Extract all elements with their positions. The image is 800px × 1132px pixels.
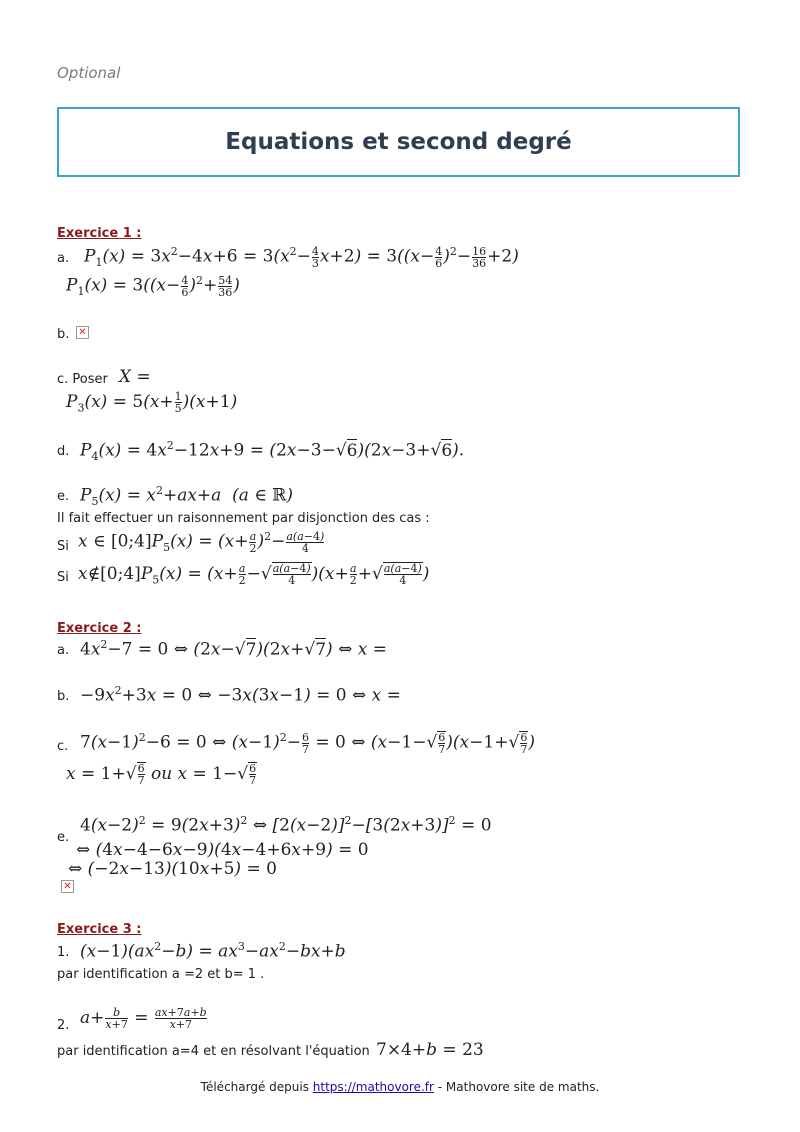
ex3-2-text: par identification a=4 et en résolvant l'équation <box>57 1044 370 1059</box>
footer <box>0 1080 800 1094</box>
ex3-2-final-equation: 7×4+b = 23 <box>376 1040 484 1060</box>
ex3-2-label: 2. <box>57 1018 70 1033</box>
ex2-a-label: a. <box>57 643 70 658</box>
broken-image-icon: ✕ <box>61 880 74 893</box>
ex2-e-equation-2: ⇔ (4x−4−6x−9)(4x−4+6x+9) = 0 <box>76 840 369 860</box>
document-tag: Optional <box>57 64 121 82</box>
ex1-e-text: Il fait effectuer un raisonnement par disjonction des cas : <box>57 511 430 526</box>
ex3-1-equation: $(x-1)(ax^2-b) = ax^3-ax^2-bx+b$ <box>80 940 346 962</box>
ex1-e-case-1: x ∈ $[0;4]P_5(x) = (x+$ $\frac{a}{2}$ )$^2$− $\frac{a(a-4)}{4}$ <box>78 529 325 555</box>
ex2-a-equation: $4x^2-7 = 0$ ⇔ (2x−√7)(2x+√7) ⇔ x = <box>80 638 387 660</box>
ex3-2-equation: a+ $\frac{b}{x+7}$ = $\frac{ax+7a+b}{x+7}$ <box>80 1006 207 1031</box>
ex2-c-label: c. <box>57 739 69 754</box>
footer-prefix: Téléchargé depuis <box>200 1080 313 1094</box>
ex3-1-text: par identification a =2 et b= 1 . <box>57 967 265 982</box>
ex1-e-equation: $P_5(x) = x^2+ax+a$ (a ∈ ℝ) <box>80 484 294 509</box>
ex1-b-label: b. <box>57 327 70 342</box>
ex2-c-equation-2: x = 1+√ $\frac{6}{7}$ ou x = 1−√ $\frac{6}{7}$ <box>66 762 257 787</box>
ex1-c-variable: X = <box>119 367 151 387</box>
ex1-a-equation-1: $P_1(x) = 3x^2-4x+6 = 3(x^2-$ $\frac{4}{3}$ x+2) = 3((x− $\frac{4}{6}$ )$^2$− $\frac{16}{36}$ +2) <box>84 244 519 270</box>
ex1-c-equation: $P_3(x) = 5(x+$ $\frac{1}{5}$ )(x+1) <box>66 390 238 415</box>
ex1-a-equation-2: $P_1(x) = 3((x-$ $\frac{4}{6}$ )$^2$+ $\frac{54}{36}$ ) <box>66 273 240 299</box>
page-title: Equations et second degré <box>225 129 572 155</box>
exercise-2-heading: Exercice 2 : <box>57 621 142 636</box>
ex1-d-equation: $P_4(x) = 4x^2-12x+9 = (2x-3-√6)(2x-3+√6)$. <box>80 439 465 464</box>
exercise-3-heading: Exercice 3 : <box>57 922 142 937</box>
ex2-b-equation: $-9x^2+3x = 0$ ⇔ −3x(3x−1) = 0 ⇔ x = <box>80 684 401 706</box>
ex1-c-label: c. Poser <box>57 372 108 387</box>
broken-image-icon: ✕ <box>76 326 89 339</box>
ex3-1-label: 1. <box>57 945 70 960</box>
ex2-b-label: b. <box>57 689 70 704</box>
footer-suffix: - Mathovore site de maths. <box>433 1080 600 1094</box>
ex1-si-2: Si <box>57 570 69 585</box>
ex1-si-1: Si <box>57 539 69 554</box>
footer-link[interactable]: https://mathovore.fr <box>312 1080 434 1094</box>
ex2-e-equation-3: ⇔ (−2x−13)(10x+5) = 0 <box>68 859 277 879</box>
ex2-e-equation-1: $4(x-2)^2 = 9(2x+3)^2$ ⇔ $[2(x-2)]^2-[3(2x+3)]^2 = 0$ <box>80 814 492 836</box>
ex1-e-label: e. <box>57 489 70 504</box>
ex2-e-label: e. <box>57 830 70 845</box>
ex1-e-case-2: $x\notin[0;4]P_5(x) = (x+$ $\frac{a}{2}$ −√ $\frac{a(a-4)}{4}$ )(x+ $\frac{a}{2}$ +√ $\frac{a(a-4)}{4}$ ) <box>78 562 430 587</box>
title-box <box>57 107 740 177</box>
ex1-d-label: d. <box>57 444 70 459</box>
ex2-c-equation-1: $7(x-1)^2-6 = 0$ ⇔ $(x-1)^2-$ $\frac{6}{7}$ = 0 ⇔ (x−1−√ $\frac{6}{7}$ )(x−1+√ $\frac{6}{7}$ ) <box>80 730 535 756</box>
ex1-a-label: a. <box>57 251 70 266</box>
exercise-1-heading: Exercice 1 : <box>57 226 142 241</box>
